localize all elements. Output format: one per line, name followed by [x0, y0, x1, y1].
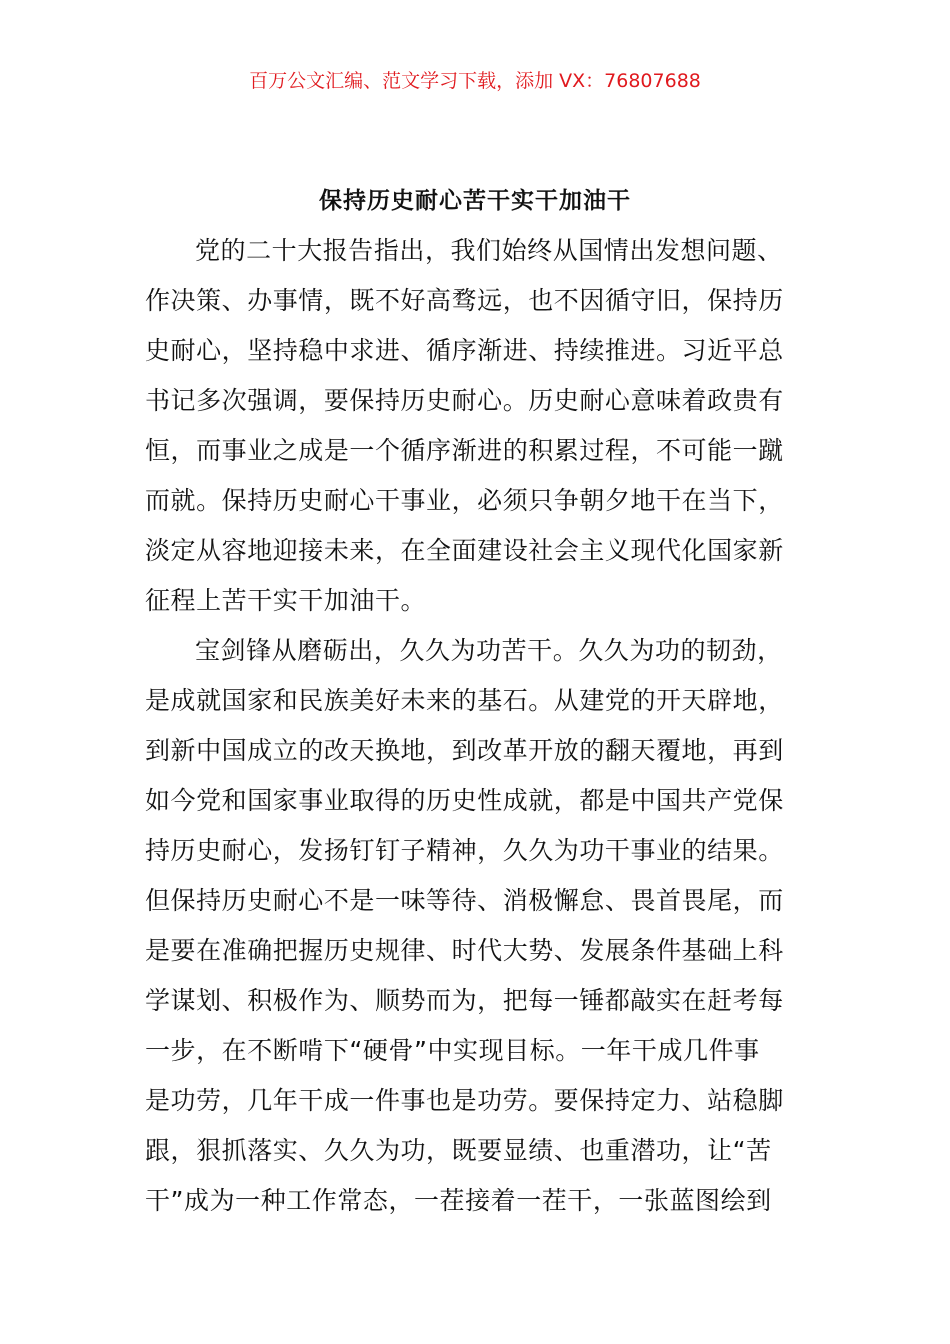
paragraph-line: 跟，狠抓落实、久久为功，既要显绩、也重潜功，让“苦 — [145, 1136, 772, 1165]
paragraph-line: 是要在准确把握历史规律、时代大势、发展条件基础上科 — [145, 936, 784, 965]
paragraph-line: 而就。保持历史耐心干事业，必须只争朝夕地干在当下， — [145, 486, 784, 515]
paragraph-line: 一步，在不断啃下“硬骨”中实现目标。一年干成几件事 — [145, 1036, 760, 1065]
paragraph-line: 如今党和国家事业取得的历史性成就，都是中国共产党保 — [145, 786, 784, 815]
paragraph-line: 持历史耐心，发扬钉钉子精神，久久为功干事业的结果。 — [145, 836, 784, 865]
paragraph-line: 但保持历史耐心不是一味等待、消极懈怠、畏首畏尾，而 — [145, 886, 784, 915]
paragraph-line: 淡定从容地迎接未来，在全面建设社会主义现代化国家新 — [145, 536, 784, 565]
paragraph-line: 是功劳，几年干成一件事也是功劳。要保持定力、站稳脚 — [145, 1086, 784, 1115]
paragraph-1 — [145, 226, 807, 626]
paragraph-line: 是成就国家和民族美好未来的基石。从建党的开天辟地， — [145, 686, 784, 715]
paragraph-line: 到新中国成立的改天换地，到改革开放的翻天覆地，再到 — [145, 736, 784, 765]
paragraph-line: 学谋划、积极作为、顺势而为，把每一锤都敲实在赶考每 — [145, 986, 784, 1015]
paragraph-line: 党的二十大报告指出，我们始终从国情出发想问题、 — [195, 236, 783, 265]
header-banner: 百万公文汇编、范文学习下载，添加 VX：76807688 — [249, 70, 701, 92]
document-title: 保持历史耐心苦干实干加油干 — [319, 188, 631, 214]
paragraph-line: 干”成为一种工作常态，一茬接着一茬干，一张蓝图绘到 — [145, 1186, 772, 1215]
paragraph-line: 征程上苦干实干加油干。 — [145, 586, 427, 615]
paragraph-2 — [145, 626, 807, 1226]
paragraph-line: 书记多次强调，要保持历史耐心。历史耐心意味着政贵有 — [145, 386, 784, 415]
paragraph-line: 史耐心，坚持稳中求进、循序渐进、持续推进。习近平总 — [145, 336, 784, 365]
paragraph-line: 作决策、办事情，既不好高骛远，也不因循守旧，保持历 — [145, 286, 784, 315]
paragraph-line: 宝剑锋从磨砺出，久久为功苦干。久久为功的韧劲， — [195, 636, 783, 665]
document-body — [145, 226, 807, 1226]
paragraph-line: 恒，而事业之成是一个循序渐进的积累过程，不可能一蹴 — [145, 436, 784, 465]
